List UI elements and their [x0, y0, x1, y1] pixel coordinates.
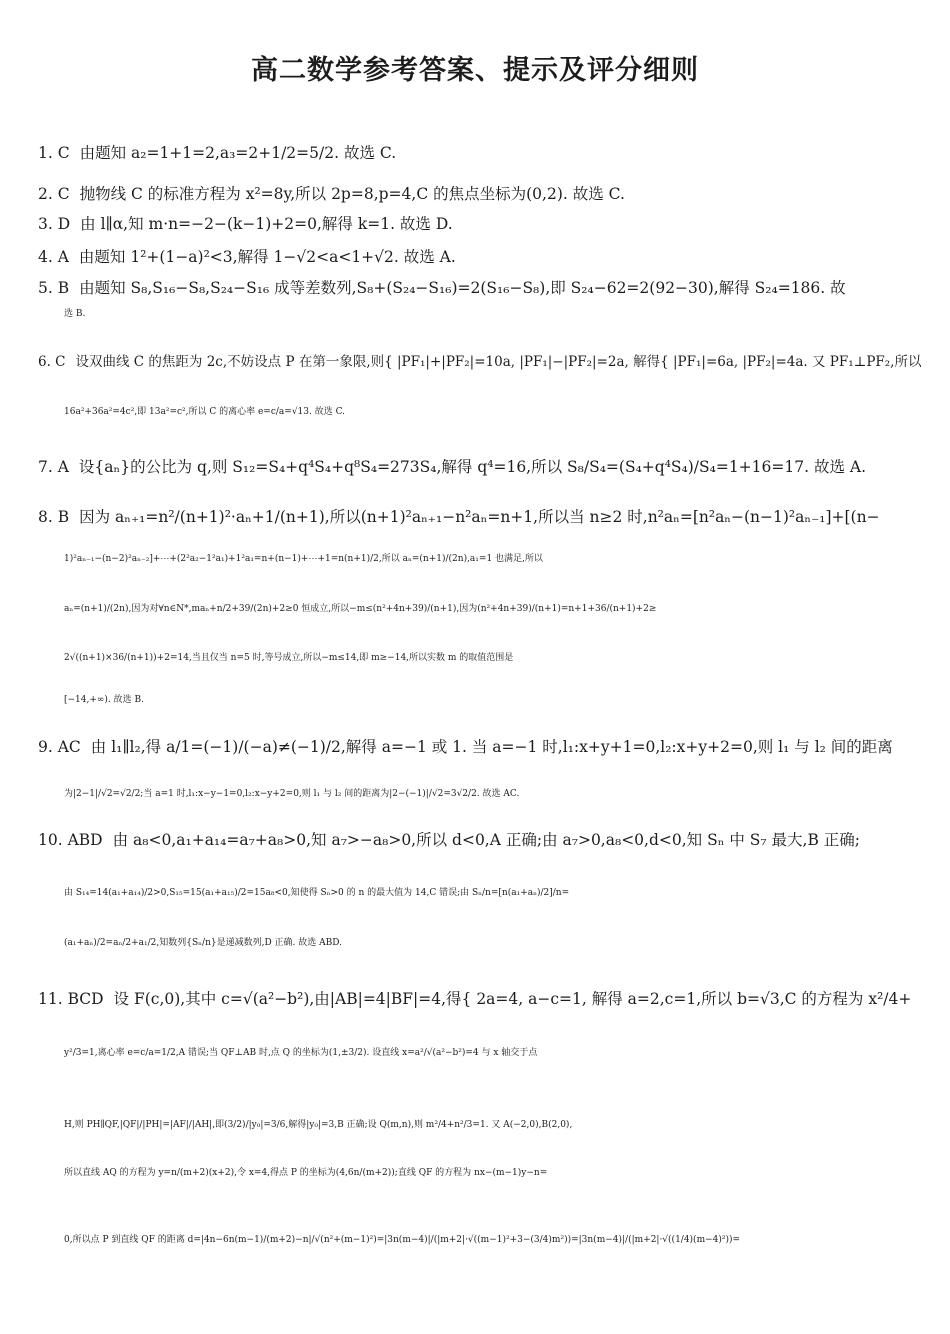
answer-label: 7. A	[38, 458, 69, 476]
answer-item-8-line-3: aₙ=(n+1)/(2n),因为对∀n∈N*,maₙ+n/2+39/(2n)+2≥0 恒成立,所以−m≤(n²+4n+39)/(n+1),因为(n²+4n+39)/(n+1)=n+1+36/(n+1)+2≥	[64, 604, 657, 614]
answer-item-11-line-4: 所以直线 AQ 的方程为 y=n/(m+2)(x+2),令 x=4,得点 P 的坐标为(4,6n/(m+2));直线 QF 的方程为 nx−(m−1)y−n=	[64, 1168, 548, 1178]
answer-item-9	[38, 735, 918, 757]
answer-text: 由题知 1²+(1−a)²<3,解得 1−√2<a<1+√2. 故选 A.	[78, 248, 456, 266]
answer-text: 因为 aₙ₊₁=n²/(n+1)²·aₙ+1/(n+1),所以(n+1)²aₙ₊₁−n²aₙ=n+1,所以当 n≥2 时,n²aₙ=[n²aₙ−(n−1)²aₙ₋₁]+[(n−	[79, 508, 880, 526]
answer-label: 5. B	[38, 279, 70, 297]
answer-label: 11. BCD	[38, 990, 104, 1008]
answer-item-11-line-5: 0,所以点 P 到直线 QF 的距离 d=|4n−6n(m−1)/(m+2)−n|/√(n²+(m−1)²)=|3n(m−4)|/(|m+2|·√((m−1)²+3−(3/4)m²))=|3n(m−4)|/(|m+2|·√((1/4)(m−4)²))=	[64, 1235, 741, 1245]
answer-item-8-line-2: 1)²aₙ₋₁−(n−2)²aₙ₋₂]+⋯+(2²a₂−1²a₁)+1²a₁=n+(n−1)+⋯+1=n(n+1)/2,所以 aₙ=(n+1)/(2n),a₁=1 也满足,所以	[64, 554, 543, 564]
answer-label: 1. C	[38, 144, 70, 162]
answer-item-8	[38, 505, 918, 527]
answer-item-10	[38, 828, 918, 850]
answer-text: 设双曲线 C 的焦距为 2c,不妨设点 P 在第一象限,则{ |PF₁|+|PF₂|=10a, |PF₁|−|PF₂|=2a, 解得{ |PF₁|=6a, |PF₂|=4a. 又 PF₁⊥PF₂,所以	[75, 354, 922, 370]
answer-item-11-line-2: y²/3=1,离心率 e=c/a=1/2,A 错误;当 QF⊥AB 时,点 Q 的坐标为(1,±3/2). 设直线 x=a²/√(a²−b²)=4 与 x 轴交于点	[64, 1048, 538, 1058]
answer-text: 由题知 a₂=1+1=2,a₃=2+1/2=5/2. 故选 C.	[79, 144, 397, 162]
answer-item-10-line-2: 由 S₁₄=14(a₁+a₁₄)/2>0,S₁₅=15(a₁+a₁₅)/2=15a₈<0,知使得 Sₙ>0 的 n 的最大值为 14,C 错误;由 Sₙ/n=[n(a₁+aₙ)/2]/n=	[64, 888, 570, 898]
answer-label: 4. A	[38, 248, 69, 266]
answer-text: 由 a₈<0,a₁+a₁₄=a₇+a₈>0,知 a₇>−a₈>0,所以 d<0,A 正确;由 a₇>0,a₈<0,d<0,知 Sₙ 中 S₇ 最大,B 正确;	[112, 831, 860, 849]
answer-item-4	[38, 245, 918, 267]
answer-item-6	[38, 350, 922, 370]
answer-item-2	[38, 182, 918, 204]
answer-item-5	[38, 276, 918, 298]
answer-item-3	[38, 212, 918, 234]
answer-label: 10. ABD	[38, 831, 103, 849]
answer-item-11-line-3: H,则 PH∥QF,|QF|/|PH|=|AF|/|AH|,即(3/2)/|y₀|=3/6,解得|y₀|=3,B 正确;设 Q(m,n),则 m²/4+n²/3=1. 又 A(−2,0),B(2,0),	[64, 1120, 573, 1130]
answer-text: 由 l∥α,知 m·n=−2−(k−1)+2=0,解得 k=1. 故选 D.	[80, 215, 453, 233]
answer-label: 2. C	[38, 185, 70, 203]
answer-item-8-line-4: 2√((n+1)×36/(n+1))+2=14,当且仅当 n=5 时,等号成立,所以−m≤14,即 m≥−14,所以实数 m 的取值范围是	[64, 653, 514, 663]
answer-item-9-cont: 为|2−1|/√2=√2/2;当 a=1 时,l₁:x−y−1=0,l₂:x−y+2=0,则 l₁ 与 l₂ 间的距离为|2−(−1)|/√2=3√2/2. 故选 AC.	[64, 789, 520, 799]
answer-item-1	[38, 141, 918, 163]
answer-item-5-cont: 选 B.	[64, 309, 86, 319]
answer-item-8-line-5: [−14,+∞). 故选 B.	[64, 695, 144, 705]
answer-text: 设 F(c,0),其中 c=√(a²−b²),由|AB|=4|BF|=4,得{ 2a=4, a−c=1, 解得 a=2,c=1,所以 b=√3,C 的方程为 x²/4+	[113, 990, 912, 1008]
answer-item-10-line-3: (a₁+aₙ)/2=aₙ/2+a₁/2,知数列{Sₙ/n}是递减数列,D 正确. 故选 ABD.	[64, 938, 342, 948]
answer-item-6-cont: 16a²+36a²=4c²,即 13a²=c²,所以 C 的离心率 e=c/a=√13. 故选 C.	[64, 407, 346, 417]
answer-text: 抛物线 C 的标准方程为 x²=8y,所以 2p=8,p=4,C 的焦点坐标为(0,2). 故选 C.	[79, 185, 625, 203]
answer-label: 9. AC	[38, 738, 81, 756]
answer-label: 8. B	[38, 508, 70, 526]
answer-text: 设{aₙ}的公比为 q,则 S₁₂=S₄+q⁴S₄+q⁸S₄=273S₄,解得 q⁴=16,所以 S₈/S₄=(S₄+q⁴S₄)/S₄=1+16=17. 故选 A.	[78, 458, 867, 476]
answer-label: 3. D	[38, 215, 71, 233]
answer-text: 由 l₁∥l₂,得 a/1=(−1)/(−a)≠(−1)/2,解得 a=−1 或 1. 当 a=−1 时,l₁:x+y+1=0,l₂:x+y+2=0,则 l₁ 与 l₂ 间的距离	[90, 738, 893, 756]
answer-label: 6. C	[38, 354, 66, 370]
answer-text: 由题知 S₈,S₁₆−S₈,S₂₄−S₁₆ 成等差数列,S₈+(S₂₄−S₁₆)=2(S₁₆−S₈),即 S₂₄−62=2(92−30),解得 S₂₄=186. 故	[79, 279, 846, 297]
answer-item-7	[38, 455, 918, 477]
answer-item-11	[38, 987, 918, 1009]
page-title: 高二数学参考答案、提示及评分细则	[251, 55, 699, 86]
